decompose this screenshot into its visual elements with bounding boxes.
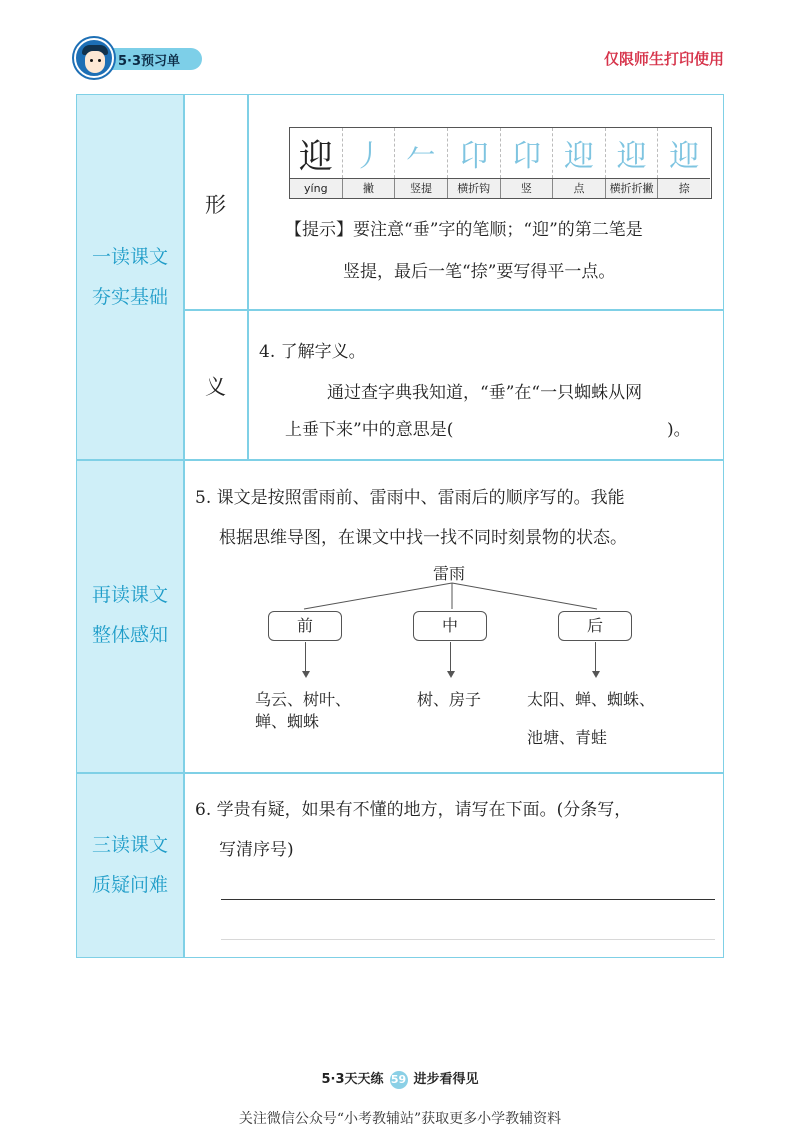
- stroke-label: 捺: [678, 182, 690, 195]
- during-items: 树、房子: [417, 690, 482, 709]
- hint-line-2: 竖提，最后一笔“捺”要写得平一点。: [343, 262, 616, 282]
- mindmap-node-after: 后: [558, 611, 632, 641]
- stroke-label: 横折钩: [448, 179, 501, 198]
- page-number: 59: [390, 1071, 408, 1089]
- arrow-down-icon: [450, 642, 451, 672]
- col-divider: [183, 95, 185, 957]
- section-3-title: 三读课文 质疑问难: [91, 834, 168, 896]
- q4-line-1: 通过查字典我知道，“垂”在“一只蜘蛛从网: [327, 383, 643, 403]
- q4-line-2a: 上垂下来”中的意思是(: [285, 420, 454, 440]
- subcol-divider: [247, 95, 249, 459]
- mindmap-node-during: 中: [413, 611, 487, 641]
- page-footer: [0, 1068, 800, 1089]
- arrow-down-icon: [305, 642, 306, 672]
- mindmap-root: 雷雨: [433, 564, 466, 583]
- worksheet-table: [76, 94, 724, 958]
- stroke-label: 点: [553, 179, 606, 198]
- print-notice: 仅限师生打印使用: [603, 50, 724, 68]
- stroke-step: 卬: [448, 128, 501, 178]
- q5-line-1: 5. 课文是按照雷雨前、雷雨中、雷雨后的顺序写的。我能: [195, 488, 625, 508]
- q6-answer-line[interactable]: [221, 939, 715, 940]
- row-divider: [183, 309, 723, 311]
- mindmap-branches: [257, 581, 637, 611]
- section-2-title: 再读课文 整体感知: [91, 584, 168, 646]
- arrow-down-icon: [595, 642, 596, 672]
- stroke-step: 卬: [501, 128, 554, 178]
- stroke-label: 竖: [501, 179, 554, 198]
- stroke-label: 撇: [343, 179, 396, 198]
- footer-right: 进步看得见: [413, 1072, 479, 1087]
- before-items-1: 乌云、树叶、: [255, 690, 352, 709]
- q5-line-2: 根据思维导图，在课文中找一找不同时刻景物的状态。: [219, 528, 627, 548]
- stroke-label: 竖提: [395, 179, 448, 198]
- watermark-text: 关注微信公众号“小考教辅站”获取更多小学教辅资料: [238, 1111, 562, 1127]
- q6-answer-line[interactable]: [221, 899, 715, 900]
- arrow-head-icon: [592, 671, 600, 678]
- subhead-form: 形: [205, 193, 226, 217]
- stroke-step: 迎: [669, 139, 700, 174]
- section-divider: [77, 459, 723, 461]
- section-divider: [77, 772, 723, 774]
- stroke-step: 𠂉: [395, 128, 448, 178]
- stroke-order-table: [289, 127, 712, 199]
- stroke-label: yíng: [290, 179, 343, 198]
- arrow-head-icon: [302, 671, 310, 678]
- mindmap-node-before: 前: [268, 611, 342, 641]
- q6-line-2: 写清序号): [219, 840, 294, 860]
- mascot-avatar-icon: [74, 38, 114, 78]
- q4-answer-blank[interactable]: [495, 439, 663, 440]
- hint-line-1: 【提示】要注意“垂”字的笔顺；“迎”的第二笔是: [285, 220, 643, 240]
- before-items-2: 蝉、蜘蛛: [255, 712, 320, 731]
- stroke-step: 迎: [606, 128, 659, 178]
- stroke-step: 丿: [343, 128, 396, 178]
- stroke-step: 迎: [553, 128, 606, 178]
- after-items-1: 太阳、蝉、蜘蛛、: [527, 690, 656, 709]
- subhead-meaning: 义: [205, 375, 226, 399]
- after-items-2: 池塘、青蛙: [527, 728, 608, 747]
- header-badge-label: 5·3预习单: [118, 54, 181, 69]
- q4-line-2b: )。: [667, 420, 691, 440]
- arrow-head-icon: [447, 671, 455, 678]
- stroke-label: 横折折撇: [606, 179, 659, 198]
- stroke-char: 迎: [290, 128, 343, 178]
- section-1-title: 一读课文 夯实基础: [91, 246, 168, 308]
- q6-line-1: 6. 学贵有疑，如果有不懂的地方，请写在下面。(分条写，: [195, 800, 632, 820]
- q4-title: 4. 了解字义。: [259, 342, 366, 362]
- footer-left: 5·3天天练: [321, 1072, 384, 1087]
